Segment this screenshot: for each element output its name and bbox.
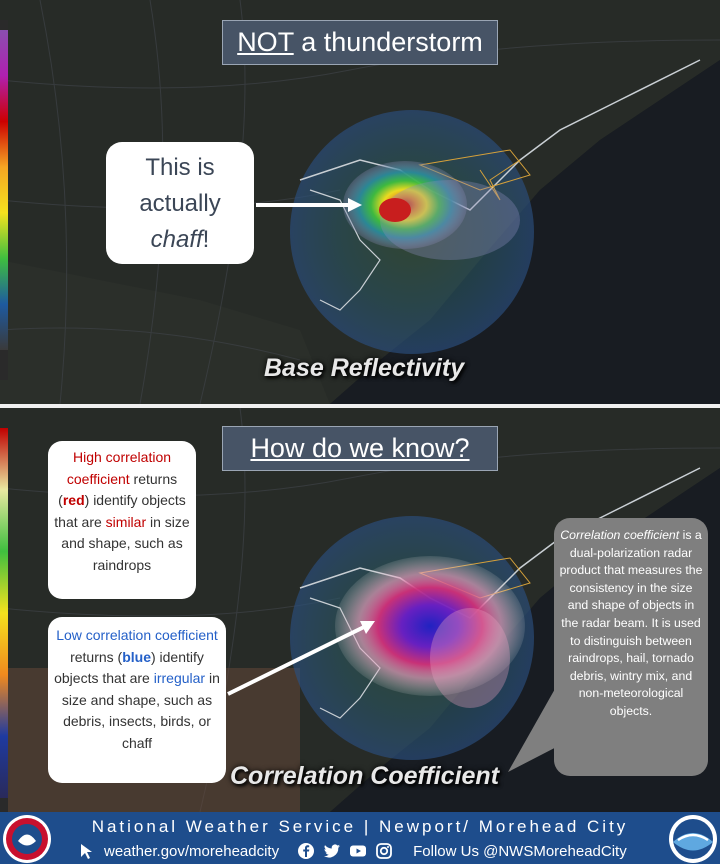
callout-line-3 <box>106 222 254 258</box>
callout-exclaim: ! <box>202 226 210 253</box>
high-cc-text-b: ) identify objects that are <box>54 492 186 530</box>
title-rest: a thunderstorm <box>293 27 483 57</box>
chaff-callout <box>106 142 254 264</box>
cursor-icon <box>78 842 96 860</box>
callout-chaff: chaff <box>150 226 203 253</box>
base-reflectivity-panel <box>0 0 720 404</box>
bottom-title <box>222 426 498 471</box>
website-link[interactable]: weather.gov/moreheadcity <box>104 842 280 860</box>
correlation-coefficient-label: Correlation Coefficient <box>230 762 500 790</box>
top-title <box>222 20 498 65</box>
cc-color-legend <box>0 428 8 798</box>
youtube-icon[interactable] <box>349 842 367 860</box>
high-cc-text-c: in size and shape, such as raindrops <box>61 513 190 573</box>
high-cc-term: High correlation coefficient <box>66 449 172 487</box>
instagram-icon[interactable] <box>375 842 393 860</box>
explainer-text: is a dual-polarization radar product that measures the consistency in the size and shape of objects in the radar beam. It is used to distinguish between raindrops, hail, tornado debris, wintry mix, and non-meteorological objects. <box>559 528 703 718</box>
facebook-icon[interactable] <box>297 842 315 860</box>
nws-office-name: National Weather Service | Newport/ Morehead City <box>91 817 629 836</box>
title-not: NOT <box>237 27 294 57</box>
low-cc-text-c: in size and shape, such as debris, insects, birds, or chaff <box>61 670 220 751</box>
high-cc-text-a: returns ( <box>58 470 178 508</box>
nws-footer <box>0 812 720 864</box>
noaa-logo <box>668 814 718 864</box>
low-cc-blue-word: blue <box>122 648 151 665</box>
low-cc-text-a: returns ( <box>70 648 123 665</box>
twitter-icon[interactable] <box>323 842 341 860</box>
base-reflectivity-label: Base Reflectivity <box>264 354 465 382</box>
low-cc-callout <box>48 617 226 783</box>
footer-links <box>78 842 627 860</box>
callout-line-2: actually <box>139 190 221 217</box>
cc-explainer-bubble <box>554 518 708 776</box>
low-cc-text-b: ) identify objects that are <box>54 648 204 686</box>
high-cc-callout <box>48 441 196 599</box>
follow-us-handle[interactable]: Follow Us @NWSMoreheadCity <box>413 842 627 860</box>
low-cc-irregular: irregular <box>153 670 206 686</box>
high-cc-red-word: red <box>62 492 85 508</box>
high-cc-similar: similar <box>105 513 147 530</box>
low-cc-term: Low correlation coefficient <box>56 627 218 643</box>
callout-line-1: This is <box>145 154 215 181</box>
nws-logo <box>2 814 52 864</box>
explainer-term: Correlation coefficient <box>560 528 680 542</box>
color-legend <box>0 30 8 350</box>
how-do-we-know-title: How do we know? <box>250 433 470 463</box>
